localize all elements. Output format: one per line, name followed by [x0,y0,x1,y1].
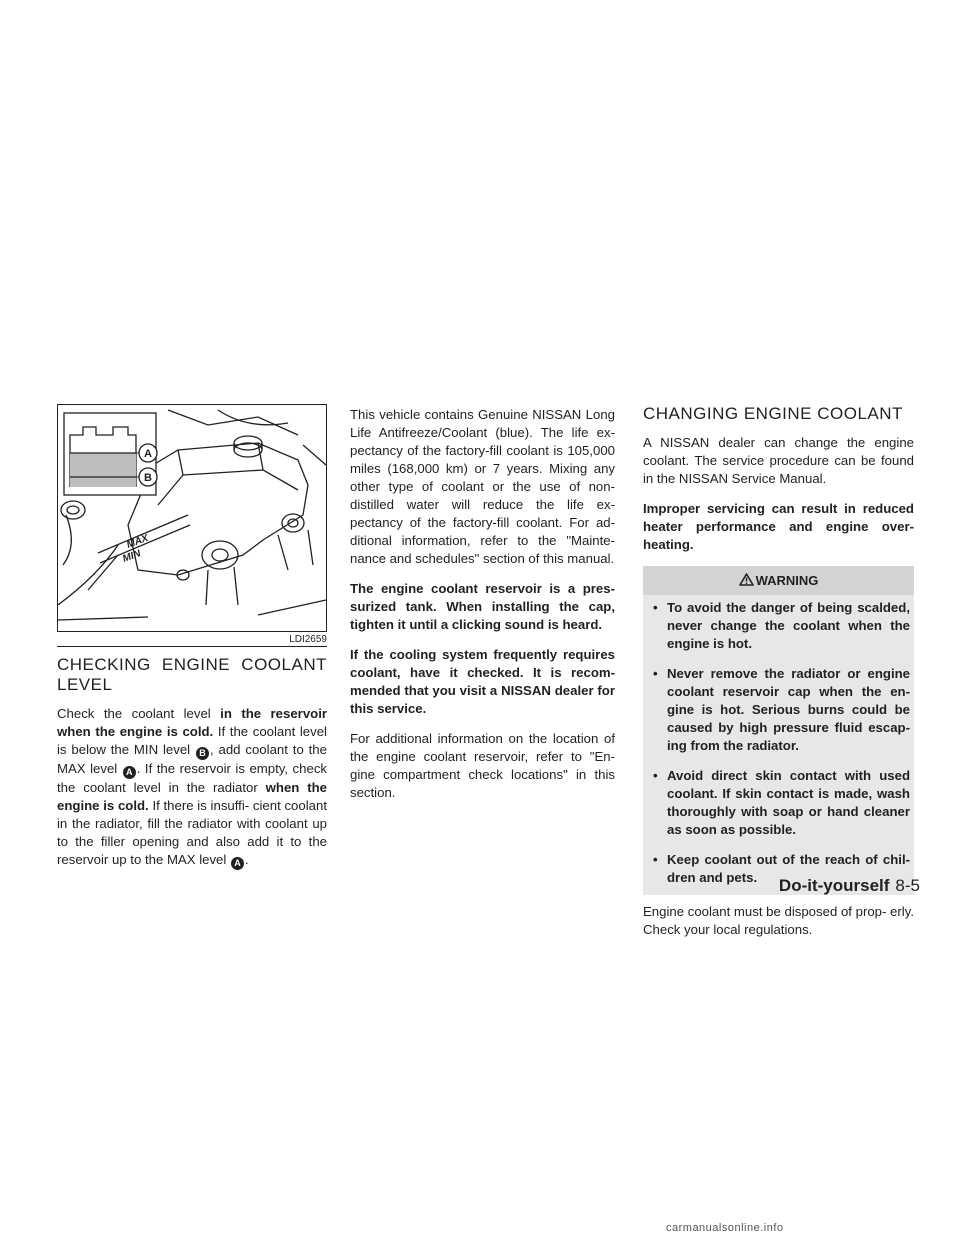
warning-item: • Avoid direct skin contact with used coolant. If skin contact is made, wash thoroughly with soap or hand cleaner as soon as possible. [651,767,910,839]
bold-run: when the engine is cold. [57,780,327,813]
engine-bay-illustration [58,405,326,631]
text-run: . If the reservoir is empty, check the coolant level in the radiator [57,761,328,795]
watermark: carmanualsonline.info [666,1222,784,1234]
max-mark-text: MAX [125,532,150,551]
bold-run: in the reservoir when the engine is cold. [57,706,328,739]
page-number: 8-5 [895,876,920,895]
label-b-text: B [144,472,152,484]
text-run: Check the coolant level [57,706,221,721]
bold-run: Improper servicing can result in reduced heater performance and engine over- heating. [643,501,914,552]
section-title-checking: CHECKING ENGINE COOLANT LEVEL [57,655,327,694]
figure-rule [57,646,327,647]
column-right [643,404,914,951]
improper-servicing-note [643,500,914,554]
warning-triangle-icon [739,573,754,586]
figure-code: LDI2659 [289,634,327,645]
checking-paragraph [57,705,327,870]
text-run: If the coolant level is below the MIN level [57,724,327,757]
dealer-change-paragraph: A NISSAN dealer can change the engine coolant. The service procedure can be found in the NISSAN Service Manual. [643,435,914,486]
dealer-service-note [350,646,615,718]
warning-item: • To avoid the danger of being scalded, never change the coolant when the engine is hot. [651,599,910,653]
bold-run: The engine coolant reservoir is a pres- surized tank. When installing the cap, tighten it until a clicking sound is heard. [350,581,615,632]
marker-b-icon: B [196,747,209,760]
location-reference-paragraph: For additional information on the location of the engine coolant reservoir, refer to "En- gine compartment check locations" in this section. [350,731,615,800]
coolant-info-paragraph: This vehicle contains Genuine NISSAN Long Life Antifreeze/Coolant (blue). The life ex- pectancy of the factory-fill coolant is 105,000 miles (168,000 km) or 7 years. Mixing any other type of coolant or the use of non-distilled water will reduce the life ex- pectancy of the factory-fill coolant. For ad- ditional information, refer to the "Mainte- nance and schedules" section of this manual. [350,407,615,566]
column-middle [350,406,615,814]
min-mark-text: MIN [121,548,143,565]
label-a-text: A [144,448,152,460]
page-footer [779,876,920,896]
warning-item: • Never remove the radiator or engine coolant reservoir cap when the en- gine is hot. Serious burns could be caused by high pressure fluid escap- ing from the radiator. [651,665,910,755]
text-run: . [244,852,249,867]
coolant-reservoir-figure [57,404,327,632]
bold-run: If the cooling system frequently requires coolant, have it checked. It is recom- mended that you visit a NISSAN dealer for this service. [350,647,615,716]
warning-title: WARNING [755,573,819,588]
column-left [57,404,327,882]
disposal-paragraph: Engine coolant must be disposed of prop- erly. Check your local regulations. [643,904,914,937]
marker-a-icon: A [123,766,136,779]
text-run: If there is insuffi- cient coolant in the radiator, fill the radiator with coolant up to the filler opening and also add it to the reservoir up to the MAX level [57,798,327,867]
text-run: , add coolant to the MAX level [57,742,327,776]
marker-a-icon: A [231,857,244,870]
pressurized-tank-note [350,580,615,634]
warning-header [643,566,914,595]
warning-item: • Keep coolant out of the reach of chil- dren and pets. [651,851,910,887]
section-title-changing: CHANGING ENGINE COOLANT [643,404,903,423]
warning-list [651,599,910,887]
footer-section-name: Do-it-yourself [778,876,890,895]
warning-box [643,595,914,895]
